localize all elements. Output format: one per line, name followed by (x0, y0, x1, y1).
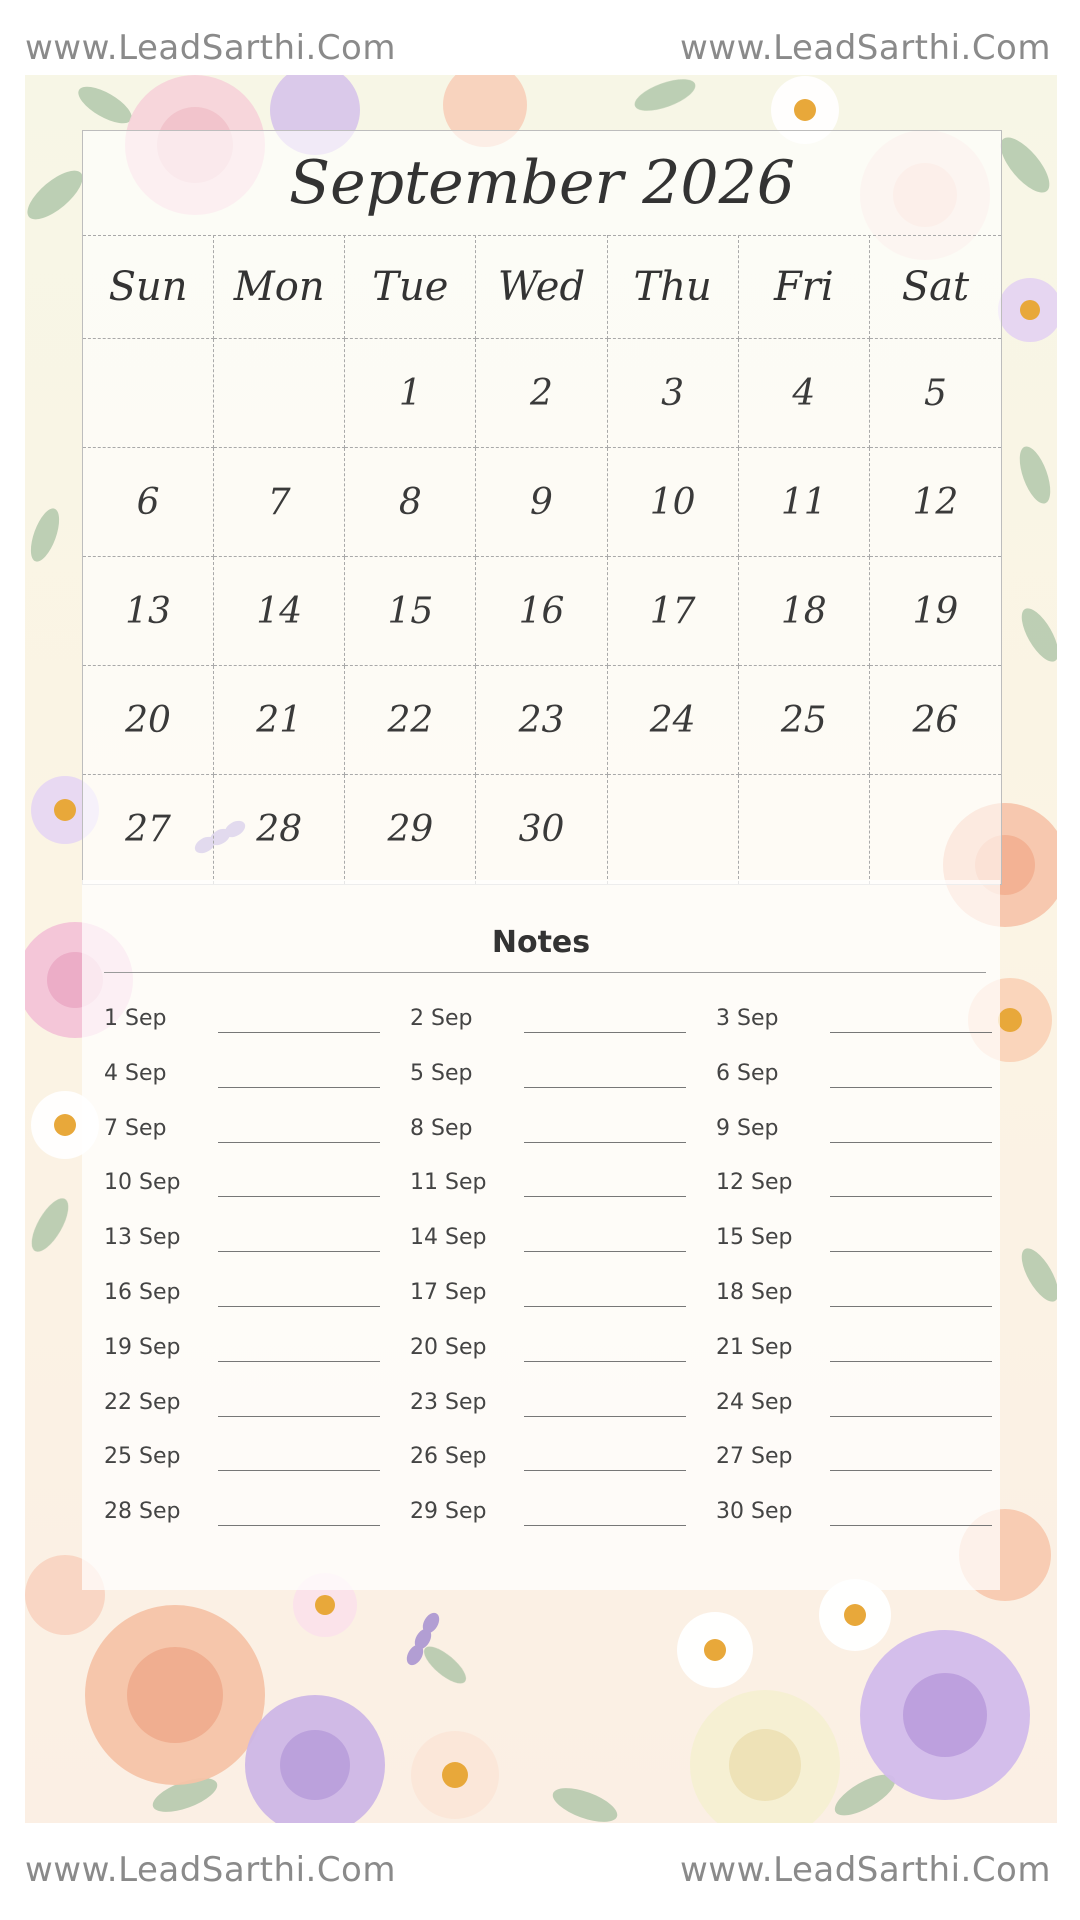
note-date-label: 7 Sep (104, 1115, 167, 1141)
note-entry (104, 1274, 404, 1314)
note-entry (716, 1438, 1016, 1478)
note-date-label: 30 Sep (716, 1499, 793, 1525)
day-cell: 4 (739, 339, 870, 448)
note-date-label: 19 Sep (104, 1334, 181, 1360)
note-date-label: 1 Sep (104, 1006, 167, 1031)
note-entry (410, 1164, 710, 1204)
day-cell: 6 (83, 448, 214, 557)
note-entry (716, 1274, 1016, 1314)
note-entry (716, 1329, 1016, 1369)
day-cell: 7 (214, 448, 345, 557)
note-entry (716, 1055, 1016, 1095)
note-write-line[interactable] (218, 1142, 380, 1143)
note-date-label: 8 Sep (410, 1115, 473, 1141)
note-entry (410, 1274, 710, 1314)
note-entry (410, 1055, 710, 1095)
weekday-header-wed: Wed (476, 235, 607, 339)
note-entry (716, 1110, 1016, 1150)
note-entry (410, 1110, 710, 1150)
day-cell: 11 (739, 448, 870, 557)
day-cell: 1 (345, 339, 476, 448)
floral-calendar-card (25, 75, 1057, 1823)
day-cell: 8 (345, 448, 476, 557)
note-write-line[interactable] (218, 1251, 380, 1252)
weekday-header-sat: Sat (870, 235, 1001, 339)
notes-divider (104, 972, 986, 973)
note-write-line[interactable] (218, 1470, 380, 1471)
note-write-line[interactable] (524, 1306, 686, 1307)
note-write-line[interactable] (830, 1032, 992, 1033)
note-date-label: 28 Sep (104, 1499, 181, 1525)
day-cell: 26 (870, 666, 1001, 775)
note-date-label: 29 Sep (410, 1499, 487, 1525)
note-entry (410, 1493, 710, 1533)
day-cell: 28 (214, 775, 345, 884)
note-write-line[interactable] (524, 1087, 686, 1088)
note-entry (410, 1219, 710, 1259)
note-entry (716, 1219, 1016, 1259)
note-date-label: 16 Sep (104, 1280, 181, 1305)
note-date-label: 11 Sep (410, 1170, 487, 1196)
note-entry (716, 1164, 1016, 1204)
day-cell: 9 (476, 448, 607, 557)
note-date-label: 23 Sep (410, 1389, 487, 1415)
note-write-line[interactable] (830, 1416, 992, 1417)
note-write-line[interactable] (218, 1087, 380, 1088)
note-date-label: 10 Sep (104, 1170, 181, 1196)
day-cell: 13 (83, 557, 214, 666)
note-entry (104, 1164, 404, 1204)
note-date-label: 9 Sep (716, 1115, 779, 1141)
day-cell: 25 (739, 666, 870, 775)
note-write-line[interactable] (524, 1525, 686, 1526)
day-cell (870, 775, 1001, 884)
note-entry (410, 1384, 710, 1424)
watermark-top-right: www.LeadSarthi.Com (680, 28, 1051, 68)
note-write-line[interactable] (830, 1470, 992, 1471)
note-date-label: 25 Sep (104, 1444, 181, 1470)
note-date-label: 17 Sep (410, 1280, 487, 1305)
notes-panel (82, 880, 1000, 1590)
notes-title: Notes (491, 925, 591, 960)
note-write-line[interactable] (524, 1196, 686, 1197)
watermark-top-left: www.LeadSarthi.Com (25, 28, 396, 68)
day-cell: 27 (83, 775, 214, 884)
day-cell: 17 (608, 557, 739, 666)
note-date-label: 4 Sep (104, 1060, 167, 1086)
note-write-line[interactable] (830, 1251, 992, 1252)
note-date-label: 12 Sep (716, 1170, 793, 1196)
note-entry (716, 1384, 1016, 1424)
note-date-label: 21 Sep (716, 1334, 793, 1360)
weekday-header-fri: Fri (739, 235, 870, 339)
note-write-line[interactable] (218, 1306, 380, 1307)
day-cell: 15 (345, 557, 476, 666)
day-cell: 22 (345, 666, 476, 775)
day-cell: 18 (739, 557, 870, 666)
note-entry (716, 1000, 1016, 1040)
note-date-label: 6 Sep (716, 1060, 779, 1086)
note-write-line[interactable] (830, 1142, 992, 1143)
note-entry (716, 1493, 1016, 1533)
day-cell (83, 339, 214, 448)
note-write-line[interactable] (524, 1251, 686, 1252)
day-cell (739, 775, 870, 884)
day-cell: 30 (476, 775, 607, 884)
day-cell: 20 (83, 666, 214, 775)
note-date-label: 20 Sep (410, 1334, 487, 1360)
note-date-label: 24 Sep (716, 1389, 793, 1415)
note-entry (104, 1110, 404, 1150)
note-date-label: 26 Sep (410, 1444, 487, 1470)
note-entry (410, 1000, 710, 1040)
note-entry (410, 1438, 710, 1478)
note-entry (104, 1000, 404, 1040)
note-entry (104, 1219, 404, 1259)
note-write-line[interactable] (830, 1361, 992, 1362)
day-cell (608, 775, 739, 884)
day-cell: 2 (476, 339, 607, 448)
day-cell: 5 (870, 339, 1001, 448)
calendar-title: September 2026 (83, 131, 1001, 236)
note-date-label: 15 Sep (716, 1225, 793, 1251)
day-cell: 24 (608, 666, 739, 775)
day-cell: 12 (870, 448, 1001, 557)
note-date-label: 27 Sep (716, 1444, 793, 1470)
weekday-header-tue: Tue (345, 235, 476, 339)
weekday-header-sun: Sun (83, 235, 214, 339)
note-date-label: 14 Sep (410, 1225, 487, 1251)
note-write-line[interactable] (218, 1361, 380, 1362)
note-write-line[interactable] (524, 1416, 686, 1417)
calendar-panel (82, 130, 1002, 885)
note-write-line[interactable] (524, 1361, 686, 1362)
note-entry (104, 1438, 404, 1478)
day-cell: 19 (870, 557, 1001, 666)
day-cell: 16 (476, 557, 607, 666)
note-write-line[interactable] (524, 1142, 686, 1143)
note-date-label: 5 Sep (410, 1060, 473, 1086)
watermark-bottom-left: www.LeadSarthi.Com (25, 1850, 396, 1890)
note-date-label: 22 Sep (104, 1389, 181, 1415)
note-date-label: 3 Sep (716, 1006, 779, 1031)
note-write-line[interactable] (830, 1196, 992, 1197)
weekday-header-mon: Mon (214, 235, 345, 339)
watermark-bottom-right: www.LeadSarthi.Com (680, 1850, 1051, 1890)
note-write-line[interactable] (524, 1032, 686, 1033)
note-write-line[interactable] (218, 1416, 380, 1417)
note-date-label: 13 Sep (104, 1225, 181, 1251)
note-write-line[interactable] (218, 1525, 380, 1526)
note-date-label: 2 Sep (410, 1006, 473, 1031)
day-cell: 21 (214, 666, 345, 775)
note-write-line[interactable] (218, 1032, 380, 1033)
note-write-line[interactable] (830, 1306, 992, 1307)
day-cell: 23 (476, 666, 607, 775)
note-entry (104, 1384, 404, 1424)
day-cell: 29 (345, 775, 476, 884)
note-write-line[interactable] (830, 1525, 992, 1526)
note-write-line[interactable] (830, 1087, 992, 1088)
note-write-line[interactable] (524, 1470, 686, 1471)
note-entry (410, 1329, 710, 1369)
weekday-header-thu: Thu (608, 235, 739, 339)
note-entry (104, 1055, 404, 1095)
day-cell: 14 (214, 557, 345, 666)
note-entry (104, 1329, 404, 1369)
note-entry (104, 1493, 404, 1533)
day-cell: 3 (608, 339, 739, 448)
day-cell: 10 (608, 448, 739, 557)
calendar-grid (83, 235, 1001, 884)
note-write-line[interactable] (218, 1196, 380, 1197)
day-cell (214, 339, 345, 448)
note-date-label: 18 Sep (716, 1280, 793, 1305)
